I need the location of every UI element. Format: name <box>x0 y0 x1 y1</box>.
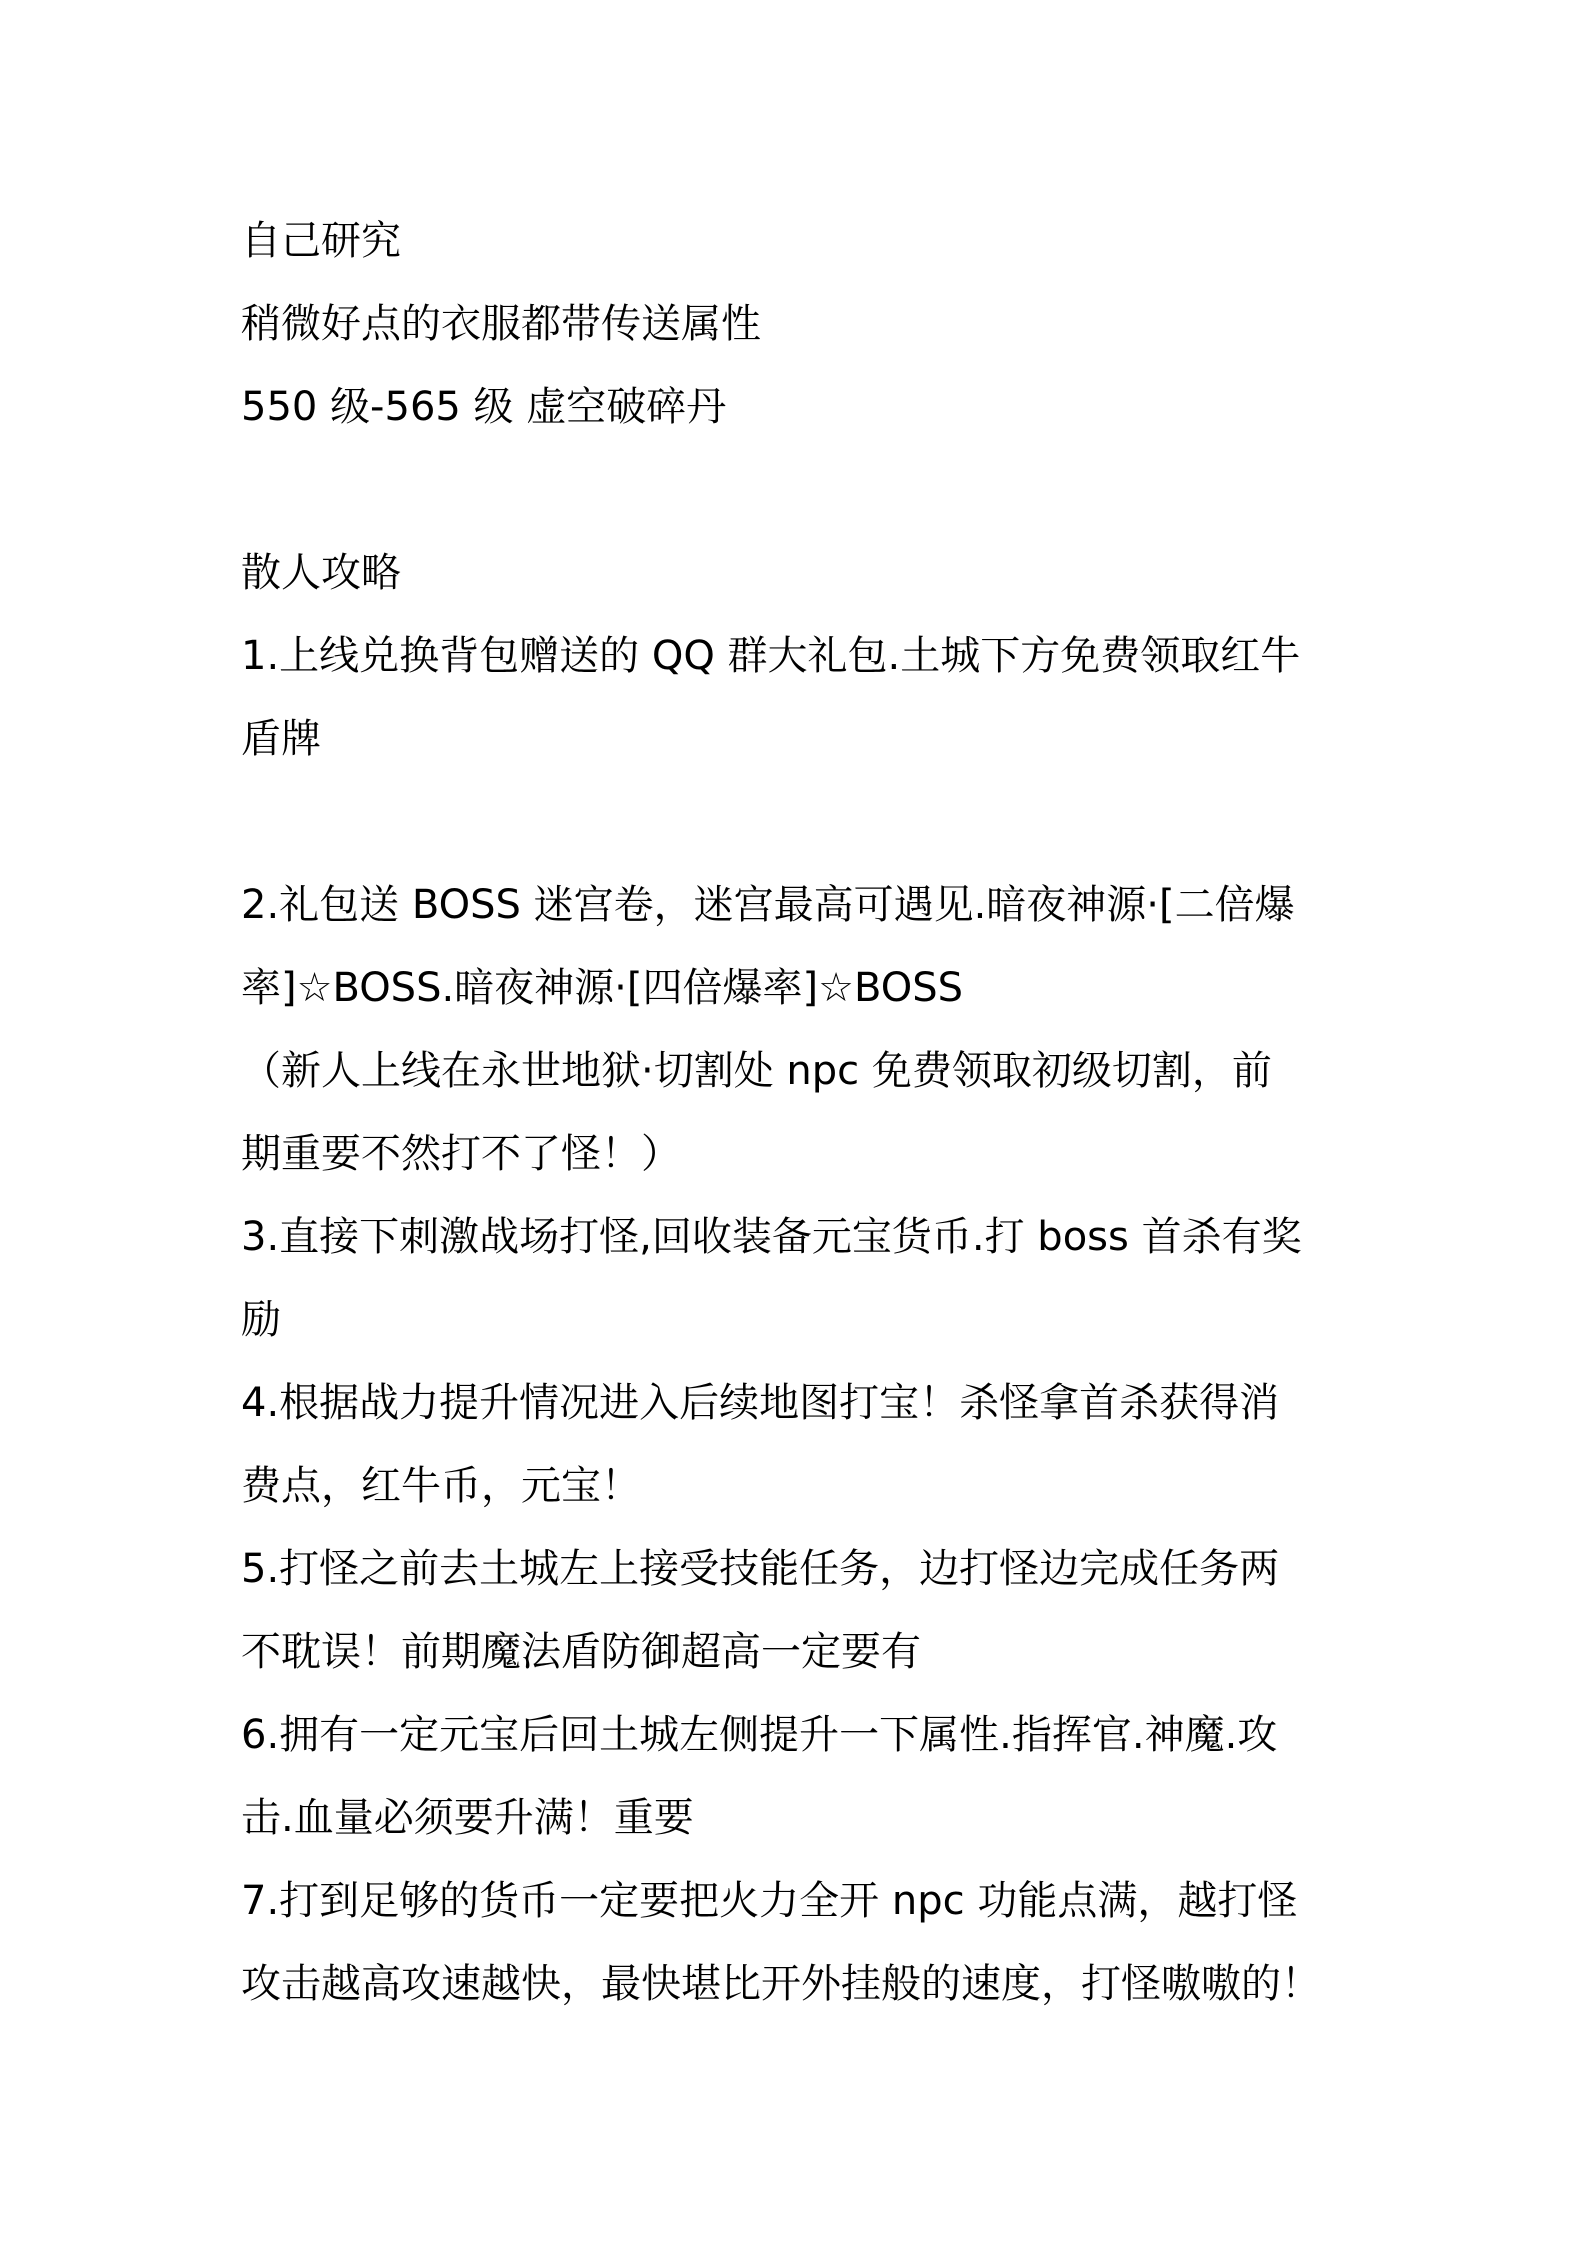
item-3-line-2: 励 <box>241 1297 281 1343</box>
item-7-line-2: 攻击越高攻速越快，最快堪比开外挂般的速度，打怪嗷嗷的！ <box>241 1961 1321 2007</box>
item-3-line-1: 3.直接下刺激战场打怪,回收装备元宝货币.打 boss 首杀有奖 <box>241 1214 1302 1260</box>
item-2-line-2: 率]☆BOSS.暗夜神源·[四倍爆率]☆BOSS <box>241 965 963 1011</box>
intro-line-3: 550 级-565 级 虚空破碎丹 <box>241 384 727 430</box>
item-4-line-2: 费点，红牛币，元宝！ <box>241 1463 641 1509</box>
item-5-line-1: 5.打怪之前去土城左上接受技能任务，边打怪边完成任务两 <box>241 1546 1280 1592</box>
intro-line-1: 自己研究 <box>241 218 401 264</box>
document-body <box>241 200 1361 2026</box>
item-4-line-1: 4.根据战力提升情况进入后续地图打宝！杀怪拿首杀获得消 <box>241 1380 1280 1426</box>
item-1-line-1: 1.上线兑换背包赠送的 QQ 群大礼包.土城下方免费领取红牛 <box>241 633 1301 679</box>
intro-line-2: 稍微好点的衣服都带传送属性 <box>241 301 761 347</box>
section-title: 散人攻略 <box>241 550 401 596</box>
item-6-line-1: 6.拥有一定元宝后回土城左侧提升一下属性.指挥官.神魔.攻 <box>241 1712 1278 1758</box>
note-line-1: （新人上线在永世地狱·切割处 npc 免费领取初级切割，前 <box>241 1048 1272 1094</box>
item-2-line-1: 2.礼包送 BOSS 迷宫卷，迷宫最高可遇见.暗夜神源·[二倍爆 <box>241 882 1295 928</box>
note-line-2: 期重要不然打不了怪！） <box>241 1131 681 1177</box>
spacer <box>241 781 1361 864</box>
item-1-line-2: 盾牌 <box>241 716 321 762</box>
spacer <box>241 449 1361 532</box>
item-7-line-1: 7.打到足够的货币一定要把火力全开 npc 功能点满，越打怪 <box>241 1878 1298 1924</box>
item-5-line-2: 不耽误！前期魔法盾防御超高一定要有 <box>241 1629 921 1675</box>
item-6-line-2: 击.血量必须要升满！重要 <box>241 1795 694 1841</box>
